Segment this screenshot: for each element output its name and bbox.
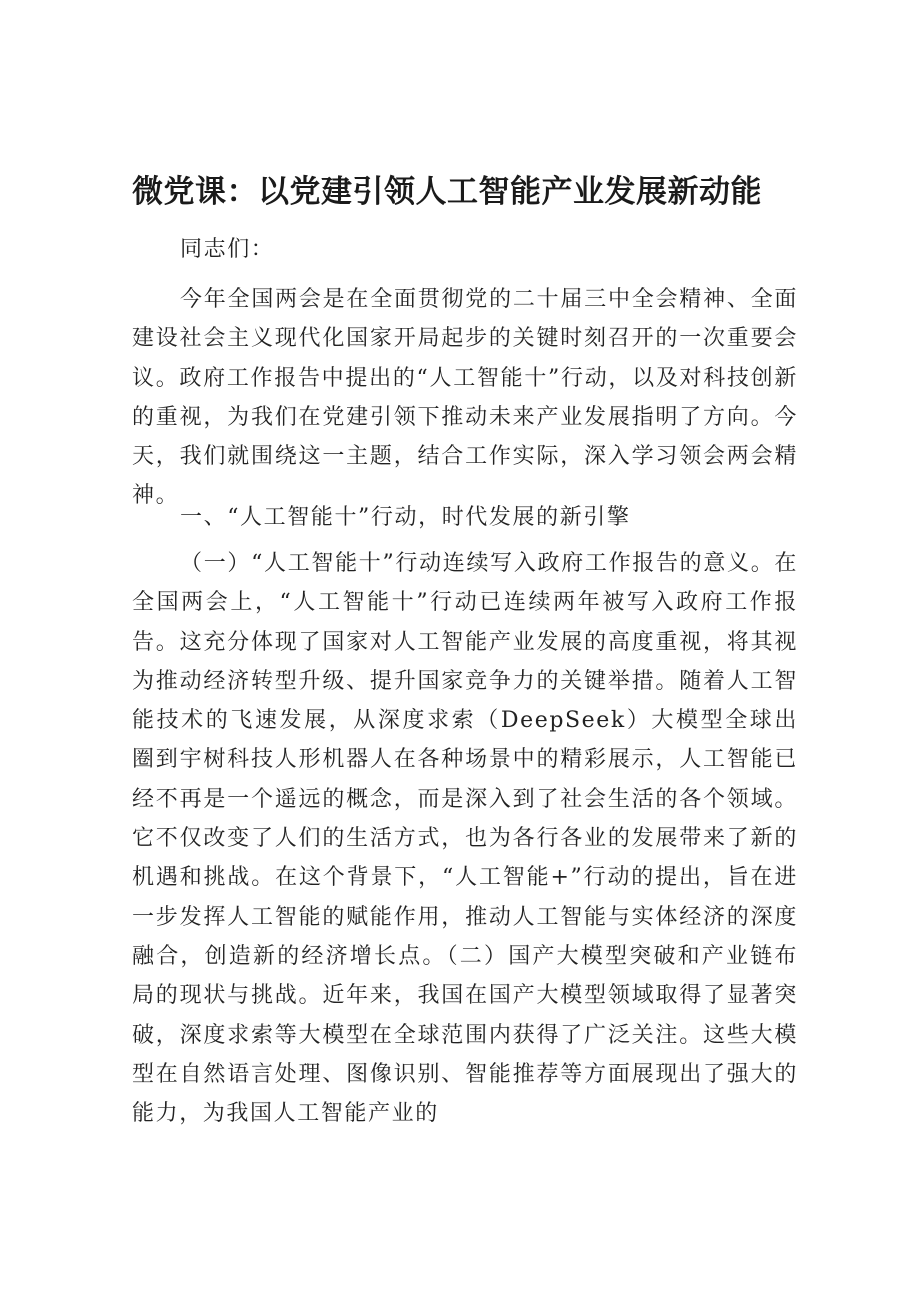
paragraph-intro: 今年全国两会是在全面贯彻党的二十届三中全会精神、全面建设社会主义现代化国家开局起步的关键时刻召开的一次重要会议。政府工作报告中提出的“人工智能十”行动，以及对科技创新的重视，为我们在党建引领下推动未来产业发展指明了方向。今天，我们就围绕这一主题，结合工作实际，深入学习领会两会精神。 <box>132 287 798 509</box>
paragraph-section-1: （一）“人工智能十”行动连续写入政府工作报告的意义。在全国两会上，“人工智能十”行动已连续两年被写入政府工作报告。这充分体现了国家对人工智能产业发展的高度重视，将其视为推动经济转型升级、提升国家竞争力的关键举措。随着人工智能技术的飞速发展，从深度求索（DeepSeek）大模型全球出圈到宇树科技人形机器人在各种场景中的精彩展示，人工智能已经不再是一个遥远的概念，而是深入到了社会生活的各个领域。它不仅改变了人们的生活方式，也为各行各业的发展带来了新的机遇和挑战。在这个背景下，“人工智能+”行动的提出，旨在进一步发挥人工智能的赋能作用，推动人工智能与实体经济的深度融合，创造新的经济增长点。（二）国产大模型突破和产业链布局的现状与挑战。近年来，我国在国产大模型领域取得了显著突破，深度求索等大模型在全球范围内获得了广泛关注。这些大模型在自然语言处理、图像识别、智能推荐等方面展现出了强大的能力，为我国人工智能产业的 <box>132 551 798 1127</box>
salutation: 同志们： <box>180 237 275 262</box>
section-heading-1: 一、“人工智能十”行动，时代发展的新引擎 <box>180 505 631 530</box>
document-title: 微党课：以党建引领人工智能产业发展新动能 <box>132 174 762 210</box>
